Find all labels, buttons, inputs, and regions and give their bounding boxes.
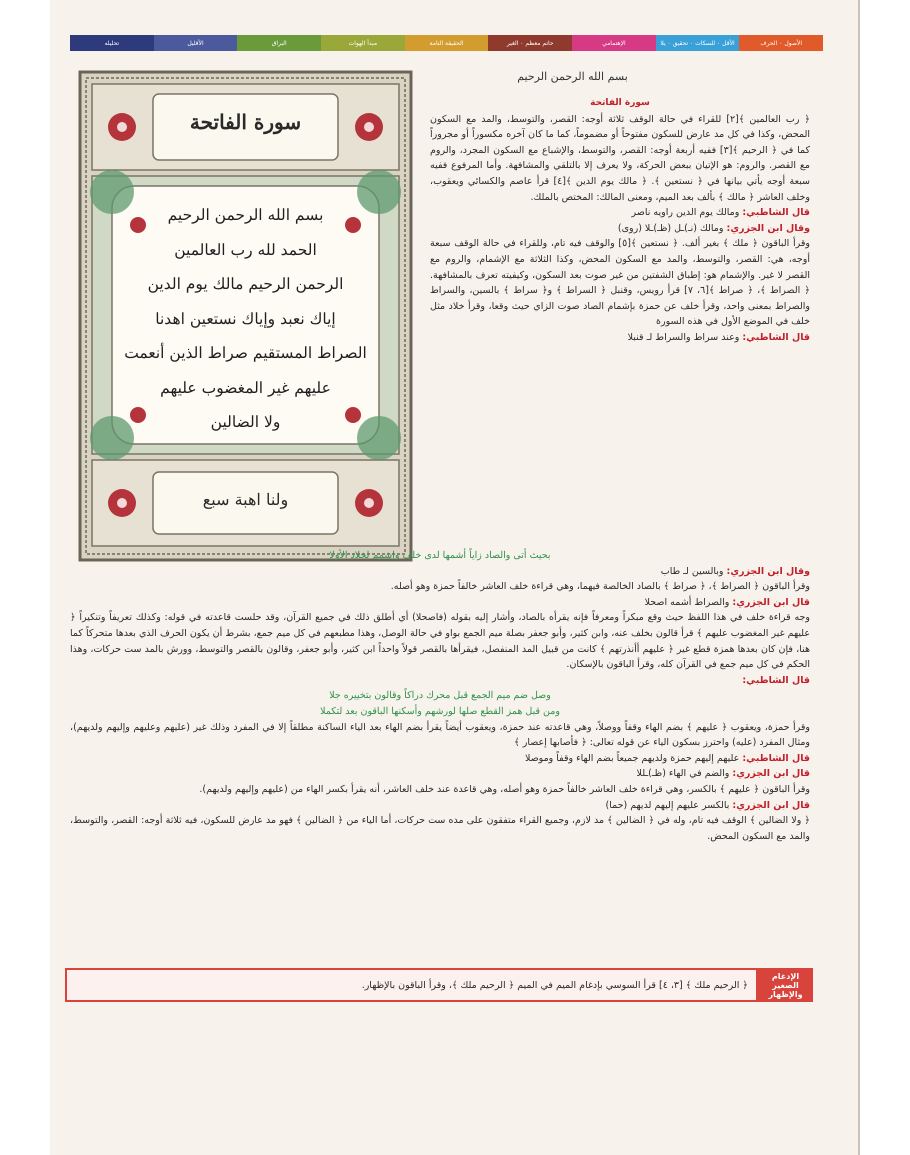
jazari-verse: ومالك (نـ)ـل (ظـ)ـلا (روى) xyxy=(617,222,724,234)
paragraph: وجه قراءة خلف في هذا اللفظ حيث وقع مبكراً ومعرفاً فإنه يقرأه بالصاد، وأشار إليه بقوله (فاصحلا) أي أطلق ذلك في جميع القرآن، وقد حلست قاعدته في قوله: وكذلك تعريفاً وتنكيراً ﴿ عليهم غير المغضوب عليهم ﴾ قرأ قالون بخلف عنه، وابن كثير، وأبو جعفر بصلة ميم الجمع بواو في حالة الوصل، وهذا مطبعهم في كل ميم جمع، بشرط أن يكون الحرف الذي بعدها متحركاً كما هنا، فإن كان بعدها همزة قطع غير ﴿ عليهم أأنذرتهم ﴾ كانت من قبيل المد المنفصل، فيقرأها بالقصر قولاً واحداً ابن كثير، وأبو جعفر، وقالون بالقصر والتوسط، وورش بالمد ست حركات، وهذا الحكم في كل ميم جمع في القرآن كله، وقرأ الباقون بالإسكان. xyxy=(70,612,810,671)
paragraph: وقرأ الباقون ﴿ ملك ﴾ بغير ألف. ﴿ نستعين ﴾[٥] والوقف فيه تام، وللقراء في حالة الوقف سبعة أوجه، هي: القصر، والتوسط، والمد مع السكون المحض، وكذا الثلاثة مع الإشمام، والروم مع القصر لا غير. والإشمام هو: إطباق الشفتين من غير صوت بعد السكون، وكيفيته تعرف بالمشافهة. ﴿ الصراط ﴾، ﴿ صراط ﴾[٦، ٧] قرأ رويس، وقنبل ﴿ السراط ﴾ و﴿ سراط ﴾ بالسين، والسراط والصراط بمعنى واحد، وقرأ خلف عن حمزة بإشمام الصاد صوت الزاي حيث وقعا، وقرأ خلاد مثل خلف في الموضع الأول في هذه السورة xyxy=(430,238,810,328)
full-commentary xyxy=(70,548,810,844)
jazari-label: وقال ابن الجزري: xyxy=(726,565,810,577)
poem-verse: ومن قبل همز القطع صلها لورشهم وأسكنها الباقون بعد لتكملا xyxy=(320,705,560,717)
jazari-verse: بالكسر عليهم إليهم لديهم (حما) xyxy=(605,799,730,811)
surah-heading: سورة الفاتحة xyxy=(189,110,302,134)
verse-line: الصراط المستقيم صراط الذين أنعمت xyxy=(124,344,367,362)
paragraph: ﴿ ولا الضالين ﴾ الوقف فيه تام، وله في ﴿ الضالين ﴾ مد لازم، وجميع القراء متفقون على مده ست حركات، أما الياء من ﴿ الضالين ﴾ فهو مد عارض للسكون، فيه ثلاثة أوجه: القصر، والتوسط، والمد مع السكون المحض. xyxy=(70,815,810,842)
jazari-verse: والصراط أشمه اصحلا xyxy=(644,596,730,608)
paragraph: وقرأ الباقون ﴿ عليهم ﴾ بالكسر، وهي قراءة خلف العاشر خالفاً حمزة وهو أصله، وهي قاعدة عند خلف العاشر، أنه يقرأ بكسر الهاء من (عليهم وإليهم ولديهم). xyxy=(199,783,810,795)
idgham-label: الإدغام الصغير والإظهار xyxy=(758,968,813,1002)
tab-5[interactable]: حاتم معظم ٠ الغير xyxy=(488,35,572,51)
shatibi-verse: ومالك يوم الدين راويه ناصر xyxy=(631,207,740,219)
side-commentary xyxy=(430,96,810,346)
tab-2[interactable]: البراق xyxy=(237,35,321,51)
shatibi-verse: عليهم إليهم حمزة ولديهم جميعاً بضم الهاء وقفاً وموصلا xyxy=(524,752,740,764)
jazari-label: وقال ابن الجزري: xyxy=(726,222,810,234)
jazari-label: قال ابن الجزري: xyxy=(732,799,810,811)
verse-line: إياك نعبد وإياك نستعين اهدنا xyxy=(155,309,336,328)
idgham-box xyxy=(65,968,813,1002)
verse-line: الحمد لله رب العالمين xyxy=(174,240,317,259)
section-title: سورة الفاتحة xyxy=(590,98,650,108)
verse-line: الرحمن الرحيم مالك يوم الدين xyxy=(147,275,344,293)
poem-verse: بحيث أتى والصاد زاياً أشمها لدى خلف واشمم لخلاد الأولا xyxy=(329,550,551,561)
shatibi-verse: وعند سراط والسراط لـ قنبلا xyxy=(627,331,740,343)
verse-line: بسم الله الرحمن الرحيم xyxy=(167,206,324,224)
idgham-text: ﴿ الرحيم ملك ﴾ [٣، ٤] قرأ السوسي بإدغام الميم في الميم ﴿ الرحيم ملك ﴾، وقرأ الباقون بالإظهار. xyxy=(65,968,758,1002)
shatibi-label: قال الشاطبي: xyxy=(742,752,810,764)
poem-verse: وصل ضم ميم الجمع قبل محرك دراكاً وقالون بتخييره جلا xyxy=(329,690,551,702)
tab-4[interactable]: الحقيقة التامة xyxy=(405,35,489,51)
shatibi-label: قال الشاطبي: xyxy=(742,207,810,219)
jazari-label: قال ابن الجزري: xyxy=(732,596,810,608)
paragraph: وقرأ حمزة، ويعقوب ﴿ عليهم ﴾ بضم الهاء وقفاً ووصلاً، وهي قاعدته عند حمزة، ويعقوب أيضاً يقرأ بضم الهاء بعد الياء الساكنة مطلقاً إلا في المفرد وذلك غير (عليهم وعليهم وإليهم ولديهم)، ومثال المفرد (عليه) واحترز بسكون الياء عن قوله تعالى: ﴿ فأصابها إعصار ﴾ xyxy=(70,721,810,749)
verse-line: عليهم غير المغضوب عليهم xyxy=(160,378,331,397)
paragraph: وقرأ الباقون ﴿ الصراط ﴾، ﴿ صراط ﴾ بالصاد الخالصة فيهما، وهي قراءة خلف العاشر خالفاً حمزة وهو أصله. xyxy=(390,581,810,593)
tab-0[interactable]: تحليله xyxy=(70,35,154,51)
basmala-heading: بسم الله الرحمن الرحيم xyxy=(517,70,628,83)
tab-6[interactable]: الإهتمامي xyxy=(572,35,656,51)
jazari-label: قال ابن الجزري: xyxy=(732,768,810,780)
tab-7[interactable]: الأقل ٠ للسكات ٠ تحقيق ٠ يلا xyxy=(656,35,740,51)
shatibi-label: قال الشاطبي: xyxy=(742,674,810,686)
jazari-verse: وبالسين لـ طاب xyxy=(660,565,724,577)
surah-verses xyxy=(122,198,369,440)
tab-8[interactable]: الأصول ٠ الحرف xyxy=(739,35,823,51)
surah-frame xyxy=(78,70,413,562)
tab-1[interactable]: الأقليل xyxy=(154,35,238,51)
shatibi-label: قال الشاطبي: xyxy=(742,331,810,343)
verse-line: ولا الضالين xyxy=(210,413,281,431)
section-tab-bar xyxy=(70,35,823,51)
surah-footer: ولنا اهبة سبع xyxy=(202,490,289,509)
jazari-verse: والضم في الهاء (ظـ)ـللا xyxy=(636,768,730,780)
tab-3[interactable]: مبدأ الهوات xyxy=(321,35,405,51)
paragraph: ﴿ رب العالمين ﴾[٢] للقراء في حالة الوقف ثلاثة أوجه: القصر، والتوسط، والمد مع السكون المحض، وكذا في كل مد عارض للسكون مفتوحاً أو مضموماً، كما ما كان آخره مكسوراً أو مجروراً كما في ﴿ الرحيم ﴾[٣] ففيه أربعة أوجه: القصر، والتوسط، والإشباع مع السكون المجرد، والروم مع القصر. والروم: هو الإتيان ببعض الحركة، ولا يعرف إلا بالتلقي والمشافهة. وأما المرفوع ففيه سبعة أوجه يأتي بيانها في ﴿ نستعين ﴾. ﴿ مالك يوم الدين ﴾[٤] قرأ عاصم والكسائي ويعقوب، وخلف العاشر ﴿ مالك ﴾ بألف بعد الميم، ومعنى المالك: المختص بالملك. xyxy=(430,113,810,203)
